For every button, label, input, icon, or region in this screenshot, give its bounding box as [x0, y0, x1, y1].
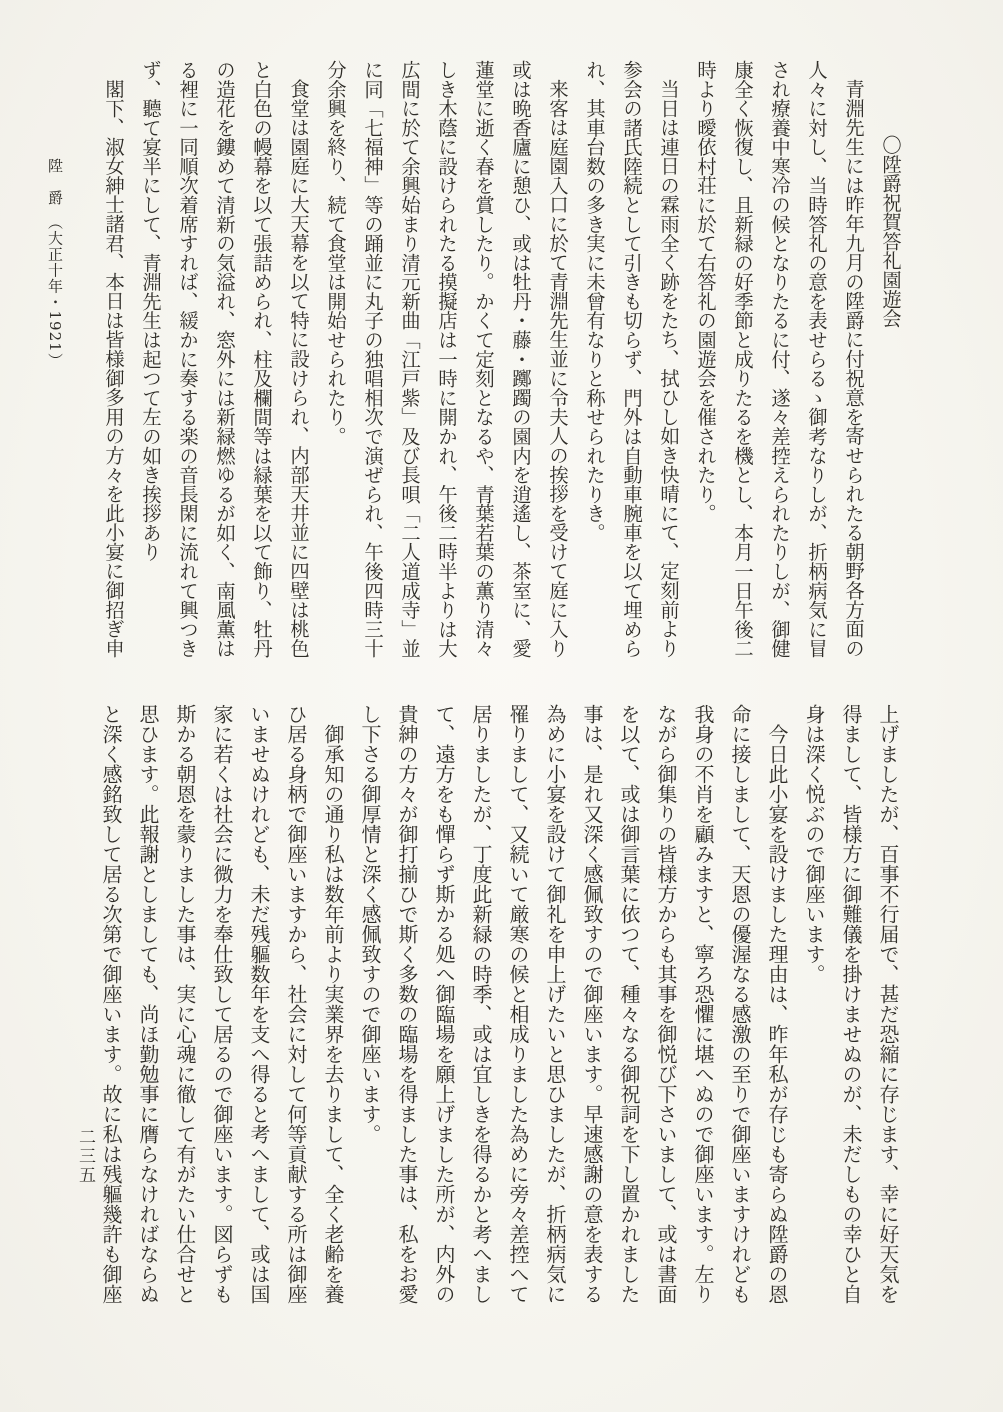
paragraph: 御承知の通り私は数年前より実業界を去りまして、全く老齢を養ひ居る身柄で御座いますから、社会に対して何等貢献する所は御座いませぬけれども、未だ残軀数年を支へ得ると考へまして、或は国家に若くは社会に微力を奉仕致して居るので御座います。図らずも斯かる朝恩を蒙りました事は、実に心魂に徹して有がたい仕合せと思ひます。此報謝としましても、尚ほ勤勉事に膺らなければならぬと深く感銘致して居る次第で御座います。故に私は残軀幾許も御座 — [99, 704, 345, 1304]
paragraph: 来客は庭園入口に於て青淵先生並に令夫人の挨拶を受けて庭に入り或は晩香廬に憩ひ、或は牡丹・藤・躑躅の園内を逍遙し、茶室に、愛蓮堂に逝く春を賞したり。かくて定刻となるや、青葉若葉の薫り清々しき木蔭に設けられたる摸擬店は一時に開かれ、午後二時半よりは大広間に於て余興始まり清元新曲「江戸紫」及び長唄「二人道成寺」並に同「七福神」等の踊並に丸子の独唱相次で演ぜられ、午後四時三十分余興を終り、続て食堂は開始せられたり。 — [324, 60, 569, 658]
paragraph: 食堂は園庭に大天幕を以て特に設けられ、内部天井並に四壁は桃色と白色の幔幕を以て張詰められ、柱及欄間等は緑葉を以て飾り、牡丹の造花を鏤めて清新の気溢れ、窓外には新緑燃ゆるが如く、南風薫はる裡に一同順次着席すれば、緩かに奏する楽の音長閑に流れて興つきず、聽て宴半にして、青淵先生は起つて左の如き挨拶あり — [139, 60, 310, 658]
paragraph: 上げましたが、百事不行届で、甚だ恐縮に存じます、幸に好天気を得まして、皆様方に御難儀を掛けませぬのが、未だしもの幸ひと自身は深く悦ぶので御座います。 — [802, 704, 900, 1304]
section-title: 〇陞爵祝賀答礼園遊会 — [879, 135, 902, 329]
paragraph: 閣下、淑女紳士諸君、本日は皆様御多用の方々を此小宴に御招ぎ申 — [102, 79, 125, 658]
page-number: 二三五 — [75, 1128, 95, 1185]
margin-note: 陞 爵 （大正十年・1921） — [46, 158, 64, 369]
paragraph: 当日は連日の霖雨全く跡をたち、拭ひし如き快晴にて、定刻前より参会の諸氏陸続として引きも切らず、門外は自動車腕車を以て埋められ、其車台数の多き実に未曾有なりと称せられたりき。 — [583, 60, 680, 658]
bottom-text-block — [92, 704, 906, 1306]
top-text-block — [95, 60, 909, 660]
paragraph: 青淵先生には昨年九月の陞爵に付祝意を寄せられたる朝野各方面の人々に対し、当時答礼の意を表せらるゝ御考なりしが、折柄病気に冒され療養中寒冷の候となりたるに付、遂々差控えられたりしが、御健康全く恢復し、且新緑の好季節と成りたるを機とし、本月一日午後二時より曖依村荘に於て右答礼の園遊会を催されたり。 — [694, 60, 865, 658]
paragraph: 今日此小宴を設けました理由は、昨年私が存じも寄らぬ陞爵の恩命に接しまして、天恩の優渥なる感激の至りで御座いますけれども我身の不肖を顧みますと、寧ろ恐懼に堪へぬので御座います。左りながら御集りの皆様方からも其事を御悦び下さいまして、或は書面を以て、或は御言葉に依つて、種々なる御祝詞を下し置かれました事は、是れ又深く感佩致すので御座います。早速感謝の意を表する為めに小宴を設けて御礼を申上げたいと思ひましたが、折柄病気に罹りまして、又続いて厳寒の候と相成りました為めに旁々差控へて居りましたが、丁度此新緑の時季、或は宜しきを得るかと考へまして、遠方をも憚らず斯かる処へ御臨場を願上げました所が、内外の貴紳の方々が御打揃ひで斯く多数の臨場を得ました事は、私をお愛し下さる御厚情と深く感佩致すので御座います。 — [358, 704, 789, 1304]
